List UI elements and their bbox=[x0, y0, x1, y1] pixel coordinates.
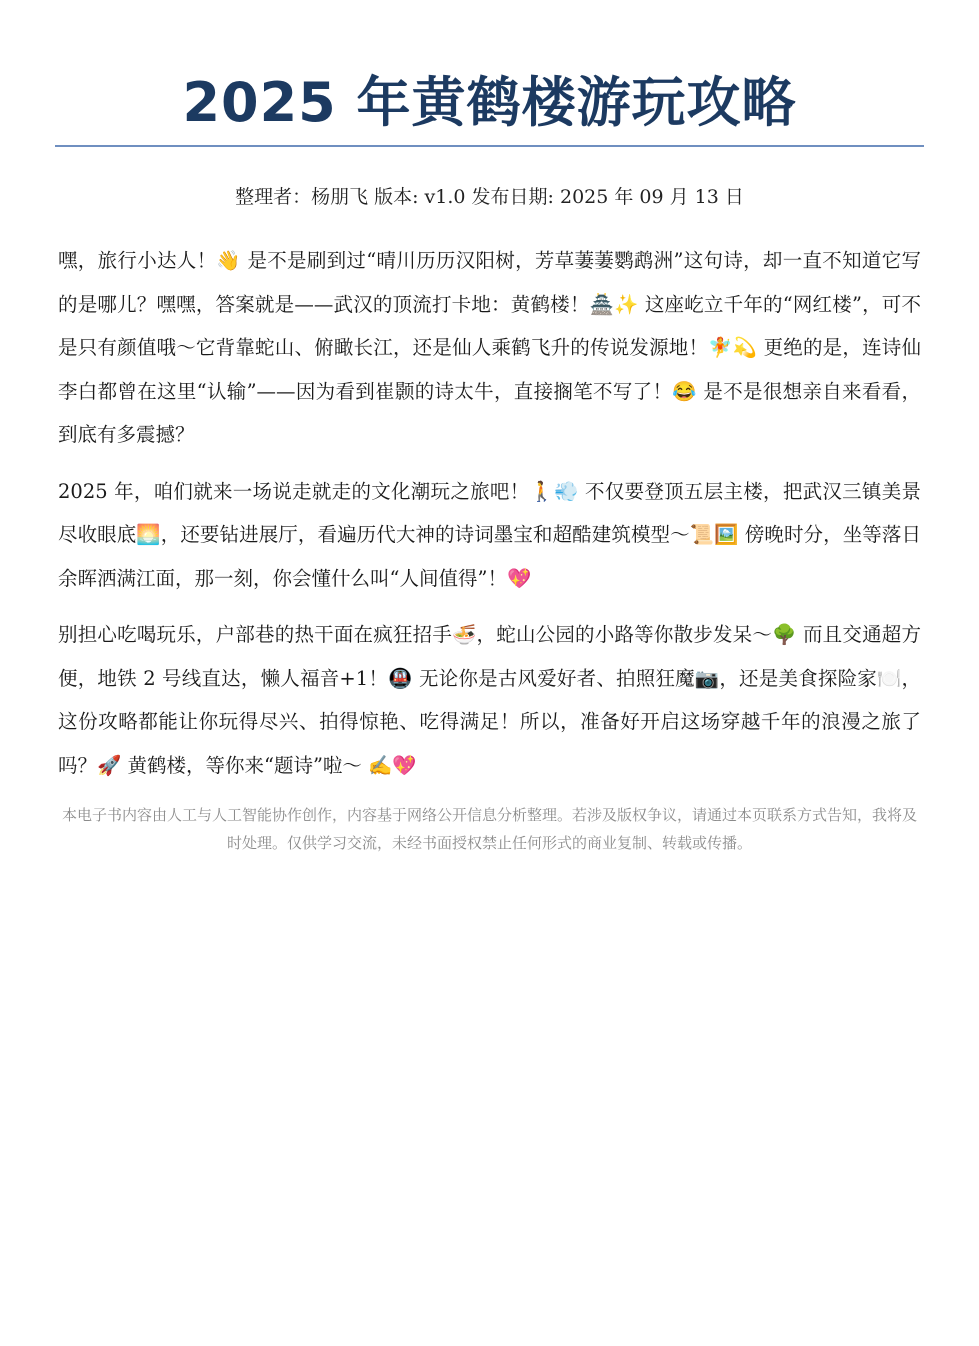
document-title: 2025 年黄鹤楼游玩攻略 bbox=[182, 71, 797, 134]
paragraph-itinerary: 2025 年，咱们就来一场说走就走的文化潮玩之旅吧！🚶💨 不仅要登顶五层主楼，把武汉三镇美景尽收眼底🌅，还要钻进展厅，看遍历代大神的诗词墨宝和超酷建筑模型～📜🖼️ 傍晚时分，坐等落日余晖洒满江面，那一刻，你会懂什么叫“人间值得”！💖 bbox=[58, 479, 921, 590]
paragraph-intro: 嘿，旅行小达人！👋 是不是刷到过“晴川历历汉阳树，芳草萋萋鹦鹉洲”这句诗，却一直不知道它写的是哪儿？嘿嘿，答案就是——武汉的顶流打卡地：黄鹤楼！🏯✨ 这座屹立千年的“网红楼”，可不是只有颜值哦～它背靠蛇山、俯瞰长江，还是仙人乘鹤飞升的传说发源地！🧚💫 更绝的是，连诗仙李白都曾在这里“认输”——因为看到崔颢的诗太牛，直接搁笔不写了！😂 是不是很想亲自来看看，到底有多震撼？ bbox=[58, 249, 921, 446]
copyright-footer: 本电子书内容由人工与人工智能协作创作，内容基于网络公开信息分析整理。若涉及版权争议，请通过本页联系方式告知，我将及时处理。仅供学习交流，未经书面授权禁止任何形式的商业复制、转载或传播。 bbox=[61, 806, 917, 852]
document-body bbox=[55, 239, 924, 787]
document-meta: 整理者：杨朋飞 版本: v1.0 发布日期: 2025 年 09 月 13 日 bbox=[235, 186, 744, 208]
title-divider bbox=[55, 145, 924, 147]
paragraph-tips: 别担心吃喝玩乐，户部巷的热干面在疯狂招手🍜，蛇山公园的小路等你散步发呆～🌳 而且交通超方便，地铁 2 号线直达，懒人福音+1！🚇 无论你是古风爱好者、拍照狂魔📷，还是美食探险家🍽️，这份攻略都能让你玩得尽兴、拍得惊艳、吃得满足！所以，准备好开启这场穿越千年的浪漫之旅了吗？🚀 黄鹤楼，等你来“题诗”啦～ ✍️💖 bbox=[58, 623, 921, 777]
